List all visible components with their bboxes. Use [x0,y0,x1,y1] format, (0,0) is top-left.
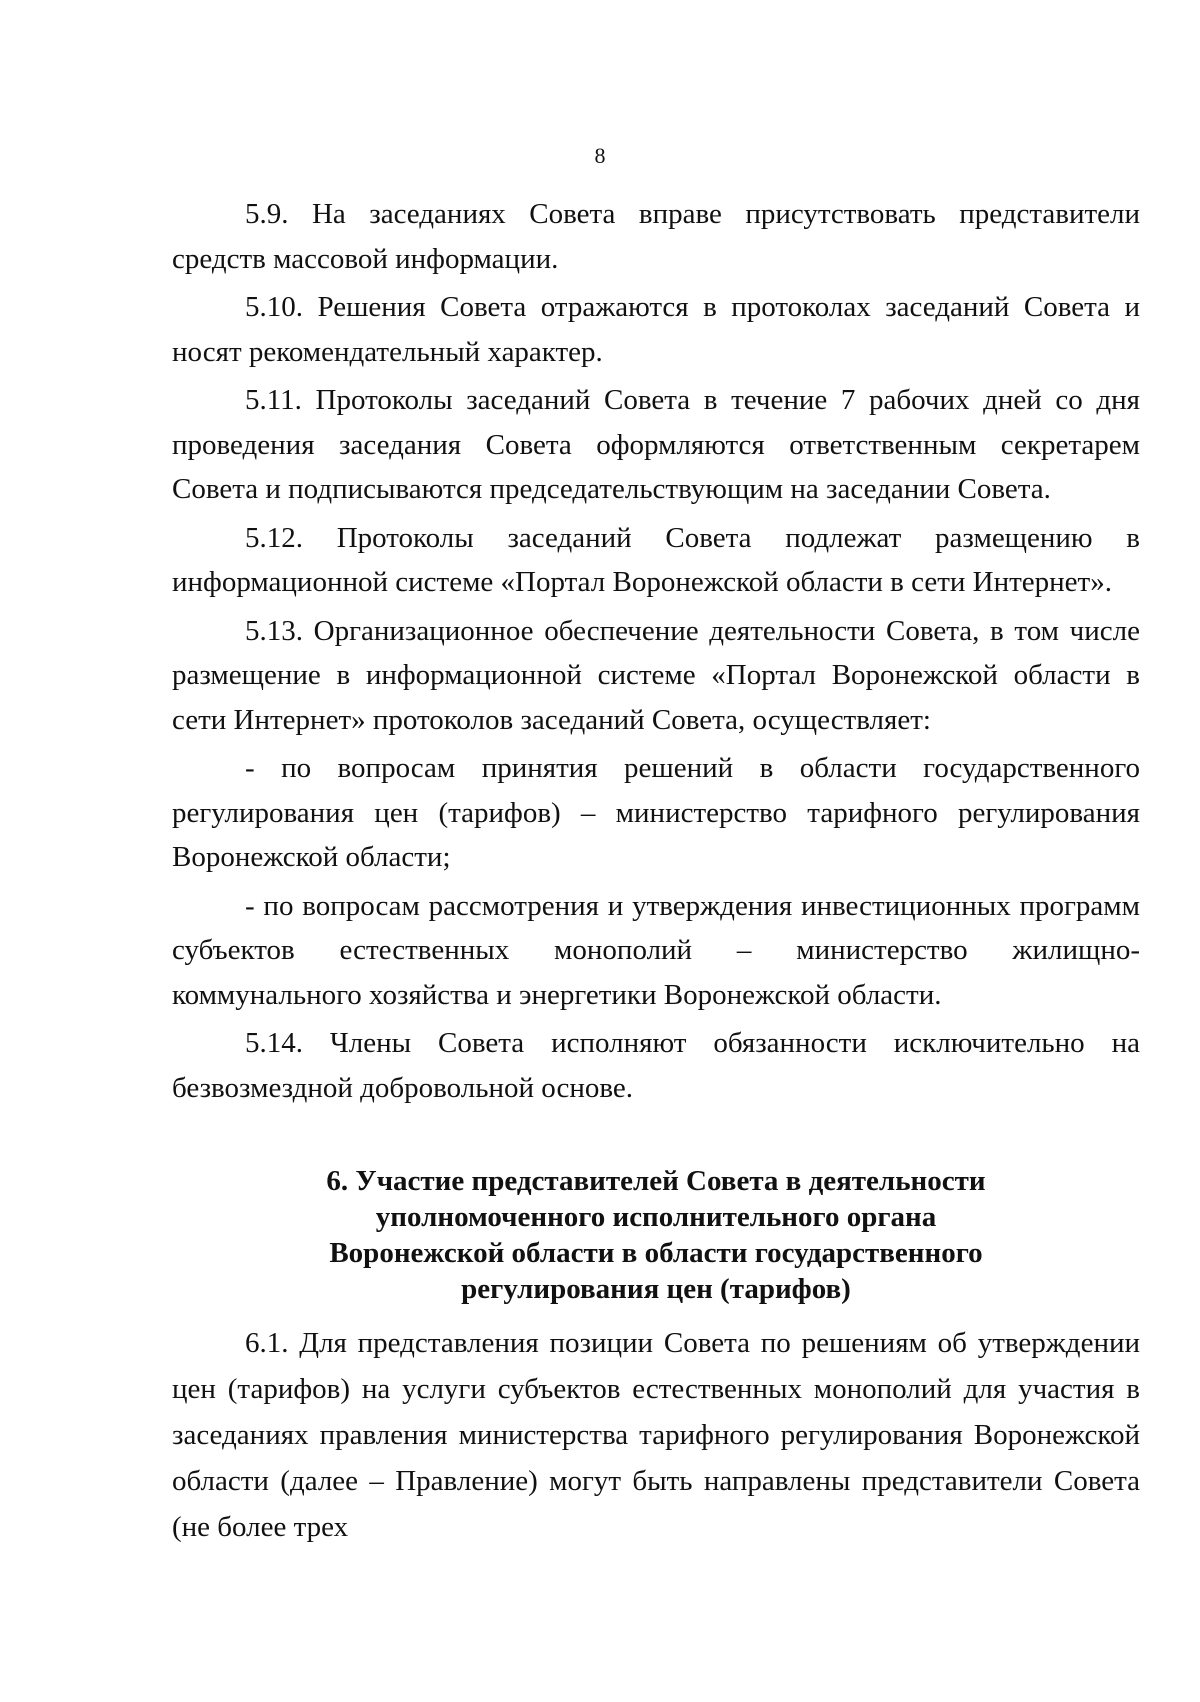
heading-line-3: Воронежской области в области государственного [329,1237,983,1269]
section-5-continued [172,192,1140,1110]
page-number: 8 [594,143,606,168]
section-6-body [172,1320,1140,1550]
heading-line-1: 6. Участие представителей Совета в деятельности [326,1165,986,1197]
heading-line-4: регулирования цен (тарифов) [461,1273,851,1305]
paragraph-5-12: 5.12. Протоколы заседаний Совета подлежат размещению в информационной системе «Портал Воронежской области в сети Интернет». [172,521,1140,598]
section-6-heading [172,1163,1140,1307]
paragraph-6-1: 6.1. Для представления позиции Совета по решениям об утверждении цен (тарифов) на услуги субъектов естественных монополий для участия в заседаниях правления министерства тарифного регулирования Воронежской области (далее – Правление) могут быть направлены представители Совета (не более трех [172,1327,1140,1543]
paragraph-5-10: 5.10. Решения Совета отражаются в протоколах заседаний Совета и носят рекомендательный характер. [172,291,1140,368]
heading-line-2: уполномоченного исполнительного органа [375,1201,937,1233]
paragraph-5-13: 5.13. Организационное обеспечение деятельности Совета, в том числе размещение в информационной системе «Портал Воронежской области в сети Интернет» протоколов заседаний Совета, осуществляет: [172,614,1140,736]
paragraph-5-14: 5.14. Члены Совета исполняют обязанности исключительно на безвозмездной добровольной основе. [172,1027,1140,1104]
list-item-investment-programs: - по вопросам рассмотрения и утверждения инвестиционных программ субъектов естественных монополий – министерство жилищно-коммунального хозяйства и энергетики Воронежской области. [172,889,1140,1011]
paragraph-5-11: 5.11. Протоколы заседаний Совета в течение 7 рабочих дней со дня проведения заседания Совета оформляются ответственным секретарем Совета и подписываются председательствующим на заседании Совета. [172,384,1140,505]
paragraph-5-9: 5.9. На заседаниях Совета вправе присутствовать представители средств массовой информации. [172,198,1140,275]
list-item-tariffs: - по вопросам принятия решений в области государственного регулирования цен (тарифов) – министерство тарифного регулирования Воронежской области; [172,752,1140,873]
